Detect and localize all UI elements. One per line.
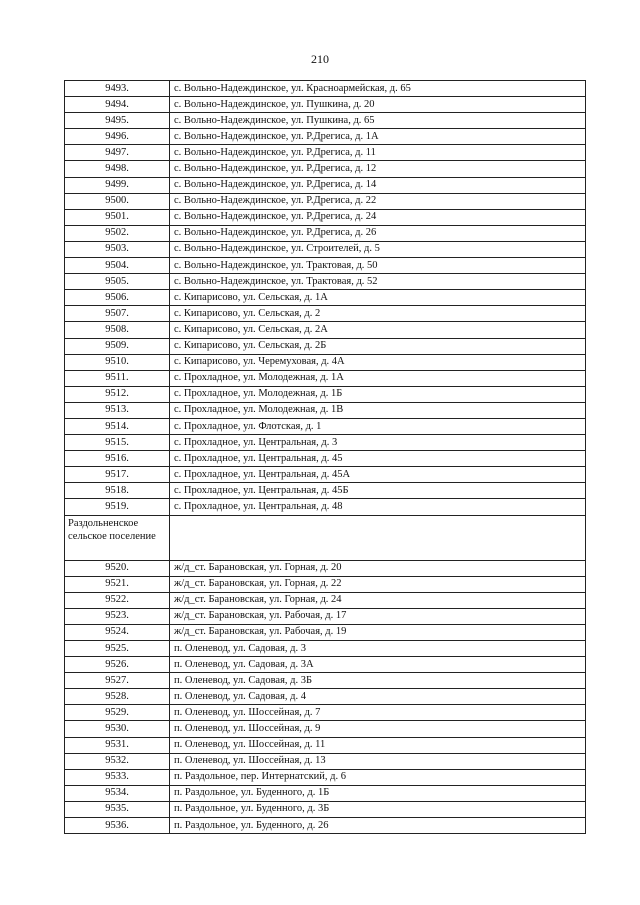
table-row (65, 338, 586, 354)
row-number: 9533. (65, 769, 170, 785)
row-number: 9519. (65, 499, 170, 515)
row-address: с. Прохладное, ул. Центральная, д. 45 (170, 451, 586, 467)
table-row (65, 241, 586, 257)
row-number: 9496. (65, 129, 170, 145)
table-row (65, 753, 586, 769)
row-number: 9527. (65, 673, 170, 689)
table-row (65, 274, 586, 290)
row-number: 9495. (65, 113, 170, 129)
table-row (65, 354, 586, 370)
row-number: 9524. (65, 624, 170, 640)
row-address: п. Оленевод, ул. Шоссейная, д. 11 (170, 737, 586, 753)
table-row (65, 467, 586, 483)
row-address: с. Прохладное, ул. Центральная, д. 45Б (170, 483, 586, 499)
table-row (65, 705, 586, 721)
row-address: с. Вольно-Надеждинское, ул. Р.Дрегиса, д. 26 (170, 225, 586, 241)
section-row (65, 515, 586, 560)
table-row (65, 576, 586, 592)
row-address: п. Оленевод, ул. Шоссейная, д. 9 (170, 721, 586, 737)
table-row (65, 306, 586, 322)
row-number: 9510. (65, 354, 170, 370)
table-row (65, 322, 586, 338)
table-row (65, 657, 586, 673)
table-row (65, 386, 586, 402)
table-row (65, 177, 586, 193)
row-number: 9514. (65, 418, 170, 434)
row-number: 9536. (65, 818, 170, 834)
row-address: п. Оленевод, ул. Садовая, д. 3Б (170, 673, 586, 689)
table-row (65, 769, 586, 785)
row-address: с. Вольно-Надеждинское, ул. Пушкина, д. 20 (170, 97, 586, 113)
row-address: с. Прохладное, ул. Молодежная, д. 1Б (170, 386, 586, 402)
table-row (65, 97, 586, 113)
section-header (65, 515, 586, 560)
row-number: 9506. (65, 290, 170, 306)
row-address: с. Вольно-Надеждинское, ул. Р.Дрегиса, д. 24 (170, 209, 586, 225)
row-address: с. Прохладное, ул. Центральная, д. 45А (170, 467, 586, 483)
section-empty-cell (170, 515, 586, 560)
row-number: 9497. (65, 145, 170, 161)
row-number: 9532. (65, 753, 170, 769)
row-number: 9518. (65, 483, 170, 499)
row-number: 9525. (65, 641, 170, 657)
row-address: ж/д_ст. Барановская, ул. Горная, д. 20 (170, 560, 586, 576)
row-address: п. Раздольное, пер. Интернатский, д. 6 (170, 769, 586, 785)
row-address: с. Кипарисово, ул. Сельская, д. 2Б (170, 338, 586, 354)
row-address: с. Кипарисово, ул. Сельская, д. 2 (170, 306, 586, 322)
row-address: ж/д_ст. Барановская, ул. Рабочая, д. 19 (170, 624, 586, 640)
row-address: ж/д_ст. Барановская, ул. Горная, д. 24 (170, 592, 586, 608)
row-address: с. Кипарисово, ул. Черемуховая, д. 4А (170, 354, 586, 370)
table-row (65, 129, 586, 145)
table-row (65, 435, 586, 451)
row-address: ж/д_ст. Барановская, ул. Рабочая, д. 17 (170, 608, 586, 624)
row-number: 9503. (65, 241, 170, 257)
table-row (65, 785, 586, 801)
row-address: с. Вольно-Надеждинское, ул. Р.Дрегиса, д. 12 (170, 161, 586, 177)
section-label: Раздольненское сельское поселение (65, 515, 170, 560)
row-address: с. Прохладное, ул. Молодежная, д. 1А (170, 370, 586, 386)
row-address: п. Оленевод, ул. Шоссейная, д. 13 (170, 753, 586, 769)
row-number: 9500. (65, 193, 170, 209)
table-row (65, 673, 586, 689)
row-address: с. Вольно-Надеждинское, ул. Р.Дрегиса, д. 14 (170, 177, 586, 193)
table-row (65, 193, 586, 209)
row-number: 9521. (65, 576, 170, 592)
row-address: п. Оленевод, ул. Садовая, д. 4 (170, 689, 586, 705)
row-address: ж/д_ст. Барановская, ул. Горная, д. 22 (170, 576, 586, 592)
row-number: 9509. (65, 338, 170, 354)
address-table (64, 80, 586, 834)
row-number: 9523. (65, 608, 170, 624)
table-row (65, 258, 586, 274)
row-number: 9504. (65, 258, 170, 274)
row-number: 9499. (65, 177, 170, 193)
row-address: с. Кипарисово, ул. Сельская, д. 1А (170, 290, 586, 306)
table-row (65, 483, 586, 499)
table-row (65, 370, 586, 386)
table-row (65, 402, 586, 418)
row-number: 9516. (65, 451, 170, 467)
table-row (65, 209, 586, 225)
row-number: 9529. (65, 705, 170, 721)
row-address: с. Вольно-Надеждинское, ул. Пушкина, д. 65 (170, 113, 586, 129)
table-row (65, 721, 586, 737)
row-address: с. Вольно-Надеждинское, ул. Р.Дрегиса, д. 1А (170, 129, 586, 145)
table-row (65, 818, 586, 834)
row-number: 9534. (65, 785, 170, 801)
row-number: 9494. (65, 97, 170, 113)
row-address: с. Вольно-Надеждинское, ул. Р.Дрегиса, д. 11 (170, 145, 586, 161)
table-row (65, 624, 586, 640)
table-row (65, 560, 586, 576)
row-number: 9513. (65, 402, 170, 418)
row-number: 9526. (65, 657, 170, 673)
row-address: п. Раздольное, ул. Буденного, д. 26 (170, 818, 586, 834)
table-row (65, 499, 586, 515)
table-row (65, 113, 586, 129)
table-body-group1 (65, 81, 586, 516)
row-number: 9515. (65, 435, 170, 451)
row-number: 9498. (65, 161, 170, 177)
row-number: 9535. (65, 801, 170, 817)
row-number: 9528. (65, 689, 170, 705)
row-number: 9522. (65, 592, 170, 608)
row-address: с. Прохладное, ул. Центральная, д. 3 (170, 435, 586, 451)
row-address: п. Раздольное, ул. Буденного, д. 1Б (170, 785, 586, 801)
row-address: с. Прохладное, ул. Молодежная, д. 1В (170, 402, 586, 418)
row-number: 9507. (65, 306, 170, 322)
row-number: 9517. (65, 467, 170, 483)
row-address: с. Прохладное, ул. Флотская, д. 1 (170, 418, 586, 434)
row-address: с. Прохладное, ул. Центральная, д. 48 (170, 499, 586, 515)
row-number: 9493. (65, 81, 170, 97)
table-row (65, 801, 586, 817)
row-number: 9512. (65, 386, 170, 402)
row-number: 9502. (65, 225, 170, 241)
row-address: с. Вольно-Надеждинское, ул. Строителей, д. 5 (170, 241, 586, 257)
table-row (65, 737, 586, 753)
table-row (65, 608, 586, 624)
row-number: 9511. (65, 370, 170, 386)
row-number: 9530. (65, 721, 170, 737)
row-address: с. Кипарисово, ул. Сельская, д. 2А (170, 322, 586, 338)
page-number: 210 (311, 52, 329, 66)
table-body-group2 (65, 560, 586, 834)
table-row (65, 145, 586, 161)
table-row (65, 161, 586, 177)
row-address: п. Раздольное, ул. Буденного, д. 3Б (170, 801, 586, 817)
table-row (65, 689, 586, 705)
row-number: 9531. (65, 737, 170, 753)
row-address: с. Вольно-Надеждинское, ул. Р.Дрегиса, д. 22 (170, 193, 586, 209)
table-row (65, 225, 586, 241)
table-row (65, 418, 586, 434)
row-address: п. Оленевод, ул. Садовая, д. 3А (170, 657, 586, 673)
row-number: 9520. (65, 560, 170, 576)
table-row (65, 290, 586, 306)
table-row (65, 641, 586, 657)
row-address: с. Вольно-Надеждинское, ул. Трактовая, д. 52 (170, 274, 586, 290)
row-number: 9501. (65, 209, 170, 225)
table-row (65, 451, 586, 467)
row-address: п. Оленевод, ул. Садовая, д. 3 (170, 641, 586, 657)
row-address: с. Вольно-Надеждинское, ул. Красноармейская, д. 65 (170, 81, 586, 97)
row-number: 9508. (65, 322, 170, 338)
table-row (65, 592, 586, 608)
row-address: п. Оленевод, ул. Шоссейная, д. 7 (170, 705, 586, 721)
row-address: с. Вольно-Надеждинское, ул. Трактовая, д. 50 (170, 258, 586, 274)
row-number: 9505. (65, 274, 170, 290)
table-row (65, 81, 586, 97)
